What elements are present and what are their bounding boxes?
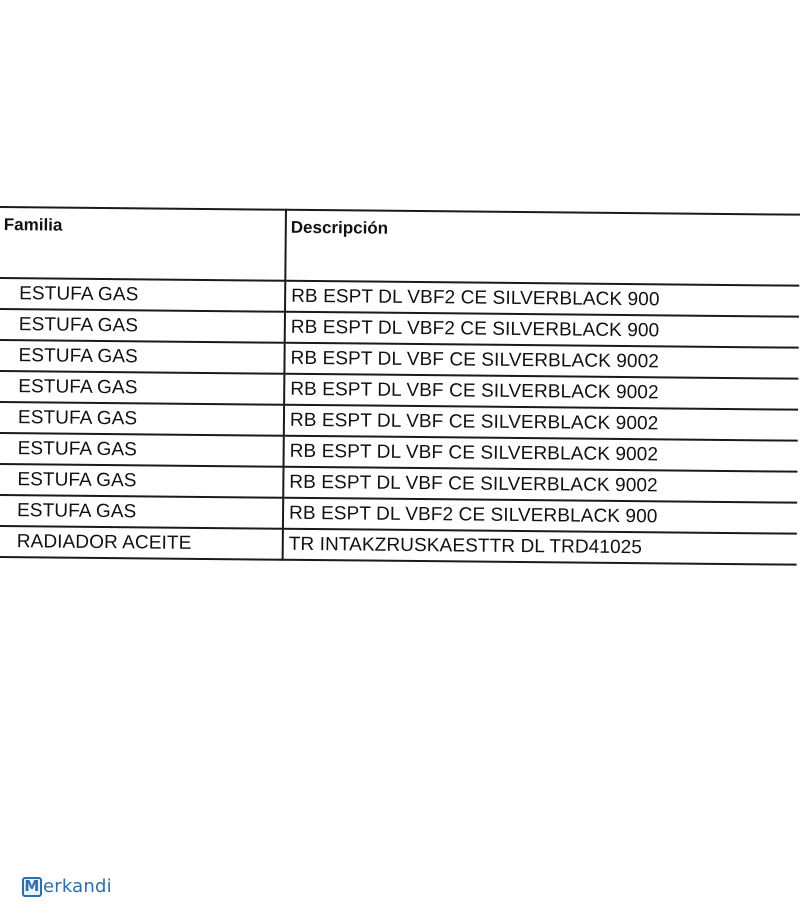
header-descripcion: Descripción: [285, 210, 800, 286]
cell-descripcion: TR INTAKZRUSKAESTTR DL TRD41025: [283, 529, 797, 565]
merkandi-logo-icon: M: [22, 877, 42, 897]
cell-familia: ESTUFA GAS: [0, 371, 284, 405]
table-header-row: [0, 207, 800, 286]
cell-familia: RADIADOR ACEITE: [0, 526, 283, 560]
cell-familia: ESTUFA GAS: [0, 340, 285, 374]
cell-descripcion: RB ESPT DL VBF CE SILVERBLACK 9002: [284, 343, 798, 379]
cell-familia: ESTUFA GAS: [0, 495, 283, 529]
header-familia: Familia: [0, 207, 286, 281]
watermark-text: erkandi: [43, 876, 112, 897]
cell-descripcion: RB ESPT DL VBF CE SILVERBLACK 9002: [284, 436, 798, 472]
cell-descripcion: RB ESPT DL VBF CE SILVERBLACK 9002: [283, 467, 797, 503]
cell-familia: ESTUFA GAS: [0, 278, 285, 312]
cell-descripcion: RB ESPT DL VBF2 CE SILVERBLACK 900: [285, 312, 799, 348]
merkandi-watermark: [22, 876, 112, 897]
cell-descripcion: RB ESPT DL VBF CE SILVERBLACK 9002: [284, 374, 798, 410]
cell-descripcion: RB ESPT DL VBF2 CE SILVERBLACK 900: [285, 281, 799, 317]
cell-familia: ESTUFA GAS: [0, 464, 284, 498]
cell-descripcion: RB ESPT DL VBF2 CE SILVERBLACK 900: [283, 498, 797, 534]
cell-familia: ESTUFA GAS: [0, 402, 284, 436]
inventory-table: [0, 206, 800, 566]
cell-descripcion: RB ESPT DL VBF CE SILVERBLACK 9002: [284, 405, 798, 441]
cell-familia: ESTUFA GAS: [0, 433, 284, 467]
table-row: [0, 526, 797, 565]
cell-familia: ESTUFA GAS: [0, 309, 285, 343]
